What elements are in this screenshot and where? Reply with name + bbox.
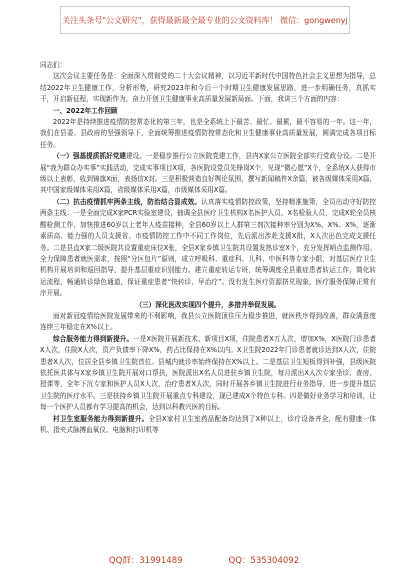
qq-number-text: QQ：535304092 xyxy=(228,556,300,566)
footer-contact xyxy=(0,550,408,570)
section-heading-review: 一、2022年工作回顾 xyxy=(53,106,118,115)
item3-sub1-paragraph xyxy=(40,334,376,414)
salutation: 同志们： xyxy=(40,61,67,69)
document-body xyxy=(40,60,376,436)
item2-paragraph xyxy=(40,197,376,300)
item3-sub2-paragraph xyxy=(40,414,376,437)
item3-sub2-body: 全县X家村卫生室药品配备均达到了X种以上，诊疗设备齐全，配有健康一体机、指夹式脉搏血氧仪、电脑和打印机等 xyxy=(40,414,376,434)
item1-heading: （一）强基提质抓好党建 xyxy=(53,152,126,161)
item3-sub2-heading: 村卫生室服务能力得到新提升。 xyxy=(53,414,149,423)
item3-sub1-body: 一是X医院开展新技术、新项目X项，住院患者X万人次，增加X%，X医院门诊患者X人次，住院X人次，资产负债率下降X%，药占比保持在X%以内。X卫生院2022年门诊患者就诊达到X人次，住院患者X人次，位居全县乡镇卫生院首位。县城内就诊率始终保持在X%以上。二是基层卫生短板得到补强，县级医院依托医共体与X家乡镇卫生院开展对口帮扶，医院派出X名人员进驻乡镇卫生院，每月派出X人次专家坐诊、查房、授课等，全年下沉专家和医护人员X人次，治疗患者X人次，同时开展各乡镇卫生院进行业务指导，进一步提升基层卫生院的医疗水平。三是扶持乡镇卫生院开展重点专科建设，现已建成X个特色专科。四是做好业务学习和培训，让每一个医护人员都有学习提高的机会，达到以科教兴医的目标。 xyxy=(40,334,377,412)
intro-paragraph: 这次会议主要任务是：全面深入贯彻党的二十大会议精神，以习近平新时代中国特色社会主义思想为指导，总结2022年卫生健康工作，分析形势，研究2023年和今后一个时期卫生健康发展思路，进一步明确任务，真抓实干，开启新征程，实现新作为，奋力开创卫生健康事业高质量发展新局面。下面，我讲三个方面的内容： xyxy=(40,72,376,104)
item1-body: 建设。一是稳步推行公立医院党建工作，县内X家公立医院全部实行党政分设。二是开展“我为群众办实事”实践活动，完成实事项目X项，各医院设党员先锋岗X个，见现“微心愿”X个，全系统X人获得市级以上表彰，收到锦旗X面，表扬信X封。三是积极营造良好舆论氛围，撰写新闻稿件X余篇，被各级媒体采用X篇，其中国家级媒体采用X篇，省级媒体采用X篇，市级媒体采用X篇。 xyxy=(40,152,377,195)
item3-heading: （三）深化医改实现四个提升，多措并举促发展。 xyxy=(135,300,281,309)
item3-paragraph: 面对新冠疫情给医院发展带来的不利影响，我县公立医院顶住压力稳步推进，就医秩序得到改善，群众满意度连续三年稳定在X%以上。 xyxy=(40,311,376,332)
item2-heading: （二）抗击疫情抓牢两条主线，防治结合显成效。 xyxy=(53,197,202,206)
review-intro-paragraph: 2022年是持续推进疫情防控常态化的第三年，也是全系统上下最苦、最忙、最累，最不容易的一年。这一年，我们在县委、县政府的坚强领导下，全面统筹推进疫情防控常态化和卫生健康事业高质量发展，圆满完成各项目标任务。 xyxy=(40,118,376,149)
qq-group-text: QQ群：31991489 xyxy=(108,556,183,566)
item3-sub1-heading: 综合服务能力得到新提升。 xyxy=(53,334,134,343)
promo-banner-text: 关注头条号"公文研究"，获得最新最全最专业的公文资料库！ 微信：gongwenyj xyxy=(62,15,348,25)
item1-paragraph xyxy=(40,151,376,197)
promo-banner[interactable] xyxy=(60,6,350,34)
item2-body: 认真落实疫情防控政策，坚持精准施策，全员出动守好防控两条主线：一是全面完成X家PCR实验室建设，抽调全县医疗卫生机构X名医护人员、X名检验人员，完成X轮全员核酸检测工作，加快推进60岁以上老年人疫苗接种，全县60岁以上人群第三剂次接种率分别为X%、X%、X%，逐渐素质高、能力强的人员支援省、市疫情防控工作中不同工作岗位，先后派出涉赴支援X批，X人次出色完成支援任务。二是县直X家二级医院共设置重症床位X张，全县X家乡镇卫生院共设置发热诊室X个，充分发挥哨点监测作用。全力保障患者就医需求，按照“分区包片”原则，成立呼吸科、重症科、儿科、中医科等专家小组，对基层医疗卫生机构开展培训和巡回指导，提升基层重症识别能力。建立重症转运专班，统筹调度全县重症患者转运工作，简化转运流程，畅通转诊绿色通道，保证重症患者“快转诊、早治疗”。没有发生医疗资源挤兑现象，医疗服务保障正常有序开展。 xyxy=(40,197,377,298)
